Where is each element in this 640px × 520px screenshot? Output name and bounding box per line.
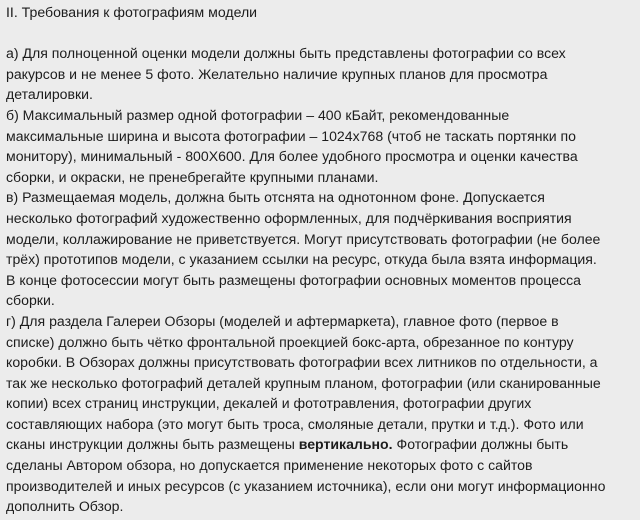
text-line: В конце фотосессии могут быть размещены фотографии основных моментов процесса <box>6 271 582 288</box>
section-heading: II. Требования к фотографиям модели <box>6 4 258 20</box>
text-line: в) Размещаемая модель, должна быть отснята на однотонном фоне. Допускается <box>6 189 545 206</box>
paragraph-g <box>6 311 634 517</box>
text-line: максимальные ширина и высота фотографии – 1024х768 (чтоб не таскать портянки по <box>6 127 576 144</box>
text-line: деталировки. <box>6 86 93 103</box>
text-line: копии) всех страниц инструкции, декалей и фототравления, фотографии других <box>6 395 532 412</box>
text-segment: Фотографии должны быть <box>392 436 569 453</box>
text-line: списке) должно быть чётко фронтальной проекцией бокс-арта, обрезанное по контуру <box>6 333 574 350</box>
paragraph-a <box>6 43 634 105</box>
text-line: трёх) прототипов модели, с указанием ссылки на ресурс, откуда была взята информация. <box>6 251 597 268</box>
emphasized-word: вертикально. <box>298 436 393 453</box>
text-line: ракурсов и не менее 5 фото. Желательно наличие крупных планов для просмотра <box>6 65 548 82</box>
text-line: так же несколько фотографий деталей крупным планом, фотографии (или сканированные <box>6 374 601 391</box>
text-line: коробки. В Обзорах должны присутствовать фотографии всех литников по отдельности, а <box>6 354 598 371</box>
text-segment: сканы инструкции должны быть размещены <box>6 436 299 453</box>
text-line: несколько фотографий художественно оформленных, для подчёркивания восприятия <box>6 209 572 226</box>
text-line: сборки. <box>6 292 55 309</box>
text-line: сборки, и окраски, не пренебрегайте крупными планами. <box>6 168 379 185</box>
text-line: составляющих набора (это могут быть троса, смоляные детали, прутки и т.д.). Фото или <box>6 415 584 432</box>
paragraph-v <box>6 187 634 311</box>
text-line: производителей и иных ресурсов (с указанием источника), если они могут информационно <box>6 477 606 494</box>
paragraph-b <box>6 105 634 187</box>
text-line-with-emphasis <box>6 434 634 455</box>
text-line: дополнить Обзор. <box>6 498 124 515</box>
text-line: б) Максимальный размер одной фотографии – 400 кБайт, рекомендованные <box>6 106 510 123</box>
text-line: а) Для полноценной оценки модели должны быть представлены фотографии со всех <box>6 45 566 62</box>
text-line: монитору), минимальный - 800Х600. Для более удобного просмотра и оценки качества <box>6 148 578 165</box>
text-line: модели, коллажирование не приветствуется. Могут присутствовать фотографии (не более <box>6 230 601 247</box>
text-line: г) Для раздела Галереи Обзоры (моделей и афтермаркета), главное фото (первое в <box>6 312 559 329</box>
text-line: сделаны Автором обзора, но допускается применение некоторых фото с сайтов <box>6 457 533 474</box>
